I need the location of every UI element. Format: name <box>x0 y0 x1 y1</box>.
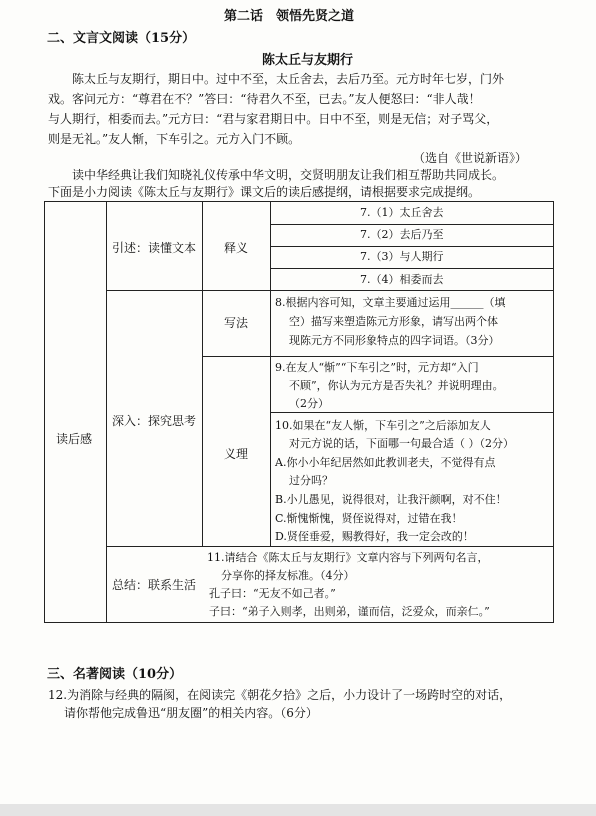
sub-label-shiyi: 释义 <box>224 241 249 255</box>
section-heading: 二、文言文阅读（15分） <box>47 31 196 46</box>
row-label-summary: 总结：联系生活 <box>112 578 197 592</box>
passage-line: 陈太丘与友期行，期日中。过中不至，太丘舍去，去后乃至。元方时年七岁，门外 <box>72 72 505 86</box>
q10-option: C.惭愧惭愧，贤侄说得对，过错在我！ <box>275 512 463 525</box>
q8-line: 8.根据内容可知，文章主要通过运用______（填 <box>275 296 506 309</box>
q7-item: 7.（2）去后乃至 <box>360 228 444 241</box>
intro-line: 读中华经典让我们知晓礼仪传承中华文明，交贤明朋友让我们相互帮助共同成长。 <box>72 168 505 182</box>
q8-line: 现陈元方不同形象特点的四字词语。（3分） <box>289 334 500 347</box>
row-label-intro: 引述：读懂文本 <box>112 241 197 255</box>
passage-line: 戏。客问元方：“尊君在不？”答曰：“待君久不至，已去。”友人便怒曰：“非人哉！ <box>48 92 481 106</box>
q9-line: 9.在友人“惭”“下车引之”时，元方却“入门 <box>275 361 479 374</box>
q9-line: 不顾”，你认为元方是否失礼？并说明理由。 <box>289 379 504 392</box>
q7-item: 7.（1）太丘舍去 <box>360 206 444 219</box>
passage-line: 则是无礼。”友人惭，下车引之。元方入门不顾。 <box>48 132 301 146</box>
intro-line: 下面是小力阅读《陈太丘与友期行》课文后的读后感提纲，请根据要求完成提纲。 <box>48 185 481 199</box>
q10-line: 对元方说的话，下面哪一句最合适（ ）（2分） <box>289 437 514 450</box>
table-label-reflection: 读后感 <box>56 432 93 446</box>
quote-line: 孔子曰：“无友不如己者。” <box>209 587 336 600</box>
q8-line: 空）描写来塑造陈元方形象，请写出两个体 <box>289 315 498 328</box>
page-bottom-strip <box>0 804 596 816</box>
q10-option: A.你小小年纪居然如此教训老夫，不觉得有点 <box>275 456 496 469</box>
q9-line: （2分） <box>289 397 329 410</box>
row-label-explore: 深入：探究思考 <box>112 414 197 428</box>
q7-item: 7.（3）与人期行 <box>360 250 444 263</box>
q7-item: 7.（4）相委而去 <box>360 273 444 286</box>
passage-title: 陈太丘与友期行 <box>262 53 354 68</box>
q10-line: 10.如果在“友人惭，下车引之”之后添加友人 <box>275 419 491 432</box>
quote-line: 子曰：“弟子入则孝，出则弟，谨而信，泛爱众，而亲仁。” <box>209 605 490 618</box>
passage-line: 与人期行，相委而去。”元方曰：“君与家君期日中。日中不至，则是无信；对子骂父， <box>48 112 499 126</box>
sub-label-yili: 义理 <box>224 447 249 461</box>
passage-source: （选自《世说新语》） <box>413 151 528 165</box>
section-heading: 三、名著阅读（10分） <box>47 667 183 682</box>
q10-option: D.贤侄垂爱，赐教得好，我一定会改的！ <box>275 530 474 543</box>
q12-line: 请你帮他完成鲁迅“朋友圈”的相关内容。（6分） <box>64 706 318 720</box>
sub-label-xiefa: 写法 <box>224 316 249 330</box>
q11-line: 分享你的择友标准。（4分） <box>221 569 355 582</box>
page-title: 第二话 领悟先贤之道 <box>224 9 355 24</box>
q12-line: 12.为消除与经典的隔阂，在阅读完《朝花夕拾》之后，小力设计了一场跨时空的对话， <box>48 688 512 702</box>
q10-option: B.小儿愚见，说得很对，让我汗颜啊，对不住！ <box>275 493 507 506</box>
q10-option: 过分吗？ <box>289 474 333 487</box>
q11-line: 11.请结合《陈太丘与友期行》文章内容与下列两句名言， <box>207 551 489 564</box>
